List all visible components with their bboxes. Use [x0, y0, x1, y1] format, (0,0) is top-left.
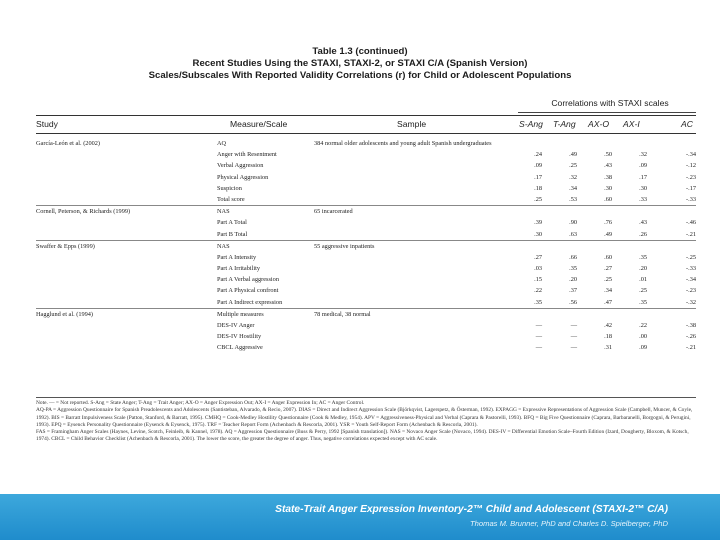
value-cell: .90 — [569, 219, 577, 227]
footer-title: State-Trait Anger Expression Inventory-2™ Child and Adolescent (STAXI-2™ C/A) — [275, 504, 668, 515]
correlations-rule — [518, 112, 696, 113]
value-cell: .27 — [604, 265, 612, 273]
value-cell: .30 — [604, 184, 612, 192]
col-ax-i: AX-I — [623, 119, 640, 129]
value-cell: .32 — [569, 173, 577, 181]
value-cell: -.26 — [686, 333, 696, 341]
col-s-ang: S-Ang — [519, 119, 543, 129]
value-cell: -.12 — [686, 162, 696, 170]
value-cell: — — [535, 344, 542, 352]
value-cell: .49 — [604, 230, 612, 238]
header-rule — [36, 133, 696, 134]
value-cell: .18 — [604, 333, 612, 341]
value-cell: .17 — [639, 173, 647, 181]
value-cell: .22 — [534, 287, 542, 295]
measure-cell: Part A Intensity — [217, 253, 257, 261]
table-row — [36, 183, 696, 194]
value-cell: .31 — [604, 344, 612, 352]
value-cell: -.25 — [686, 253, 696, 261]
value-cell: .43 — [604, 162, 612, 170]
value-cell: .20 — [569, 276, 577, 284]
note-abbrev: Note. — = Not reported. S-Ang = State Anger; T-Ang = Trait Anger; AX-O = Anger Expression Out; AX-I = Anger Expression In; AC = Anger Control. — [36, 400, 365, 406]
value-cell: .03 — [534, 265, 542, 273]
table-row — [36, 172, 696, 183]
footer-authors: Thomas M. Brunner, PhD and Charles D. Spielberger, PhD — [470, 519, 668, 528]
measure-cell: Multiple measures — [217, 310, 264, 318]
sample-cell: 384 normal older adolescents and young adult Spanish undergraduates — [314, 140, 492, 147]
value-cell: — — [570, 344, 577, 352]
value-cell: .30 — [639, 184, 647, 192]
table-row — [36, 229, 696, 240]
value-cell: .25 — [569, 162, 577, 170]
correlations-title: Correlations with STAXI scales — [551, 98, 669, 108]
footer-banner — [0, 494, 720, 540]
value-cell: .42 — [604, 322, 612, 329]
study-cell: Hagglund et al. (1994) — [36, 310, 94, 318]
value-cell: -.34 — [686, 151, 696, 159]
value-cell: .37 — [569, 287, 577, 295]
value-cell: .66 — [569, 253, 577, 261]
measure-cell: Part A Indirect expression — [217, 298, 283, 306]
value-cell: .26 — [639, 230, 647, 238]
value-cell: .30 — [534, 230, 542, 238]
value-cell: .27 — [534, 253, 542, 261]
value-cell: .60 — [604, 195, 612, 203]
value-cell: -.23 — [686, 287, 696, 295]
table-number: Table 1.3 (continued) — [312, 46, 408, 57]
value-cell: .01 — [639, 276, 647, 284]
value-cell: — — [535, 322, 542, 329]
value-cell: .17 — [534, 173, 542, 181]
measure-cell: Suspicion — [217, 184, 242, 192]
value-cell: .76 — [604, 219, 612, 227]
value-cell: .47 — [604, 298, 612, 306]
table-row — [36, 331, 696, 342]
value-cell: .53 — [569, 195, 577, 203]
measure-cell: Part A Verbal aggression — [217, 276, 279, 284]
measure-cell: DES-IV Anger — [217, 322, 255, 329]
value-cell: -.21 — [686, 344, 696, 352]
top-rule — [36, 115, 696, 116]
value-cell: .00 — [639, 333, 647, 341]
table-row — [36, 274, 696, 285]
value-cell: -.32 — [686, 298, 696, 306]
value-cell: .63 — [569, 230, 577, 238]
value-cell: — — [535, 333, 542, 341]
table-title-line2: Scales/Subscales With Reported Validity Correlations (r) for Child or Adolescent Populations — [148, 70, 572, 81]
sample-cell: 65 incarcerated — [314, 208, 353, 216]
value-cell: -.33 — [686, 195, 696, 203]
measure-cell: Verbal Aggression — [217, 162, 264, 170]
measure-cell: Part A Total — [217, 219, 247, 227]
table-row — [36, 308, 696, 320]
notes-rule — [36, 397, 696, 398]
value-cell: — — [570, 333, 577, 341]
value-cell: — — [570, 322, 577, 329]
study-cell: Cornell, Peterson, & Richards (1999) — [36, 208, 131, 216]
table-row — [36, 205, 696, 217]
value-cell: .38 — [604, 173, 612, 181]
value-cell: .25 — [604, 276, 612, 284]
value-cell: .25 — [639, 287, 647, 295]
table-row — [36, 342, 696, 353]
measure-cell: Total score — [217, 195, 245, 203]
value-cell: -.46 — [686, 219, 696, 227]
value-cell: .34 — [569, 184, 577, 192]
value-cell: .39 — [534, 219, 542, 227]
table-header — [0, 46, 720, 82]
table-row — [36, 160, 696, 171]
value-cell: .35 — [639, 298, 647, 306]
table-row — [36, 138, 696, 149]
table-row — [36, 194, 696, 205]
value-cell: .35 — [534, 298, 542, 306]
col-t-ang: T-Ang — [553, 119, 576, 129]
measure-cell: Part A Irritability — [217, 265, 261, 273]
data-table — [36, 138, 696, 354]
col-ax-o: AX-O — [588, 119, 610, 129]
measure-cell: Part A Physical confront — [217, 287, 279, 295]
value-cell: .43 — [639, 219, 647, 227]
measure-cell: DES-IV Hostility — [217, 333, 262, 341]
value-cell: -.33 — [686, 265, 696, 273]
value-cell: -.38 — [686, 322, 696, 329]
table-row — [36, 263, 696, 274]
value-cell: .09 — [639, 344, 647, 352]
value-cell: .22 — [639, 322, 647, 329]
sample-cell: 78 medical, 38 normal — [314, 310, 371, 318]
sample-cell: 55 aggressive inpatients — [314, 242, 375, 250]
table-row — [36, 217, 696, 228]
value-cell: .56 — [569, 298, 577, 306]
measure-cell: Part B Total — [217, 230, 248, 238]
note-measures-1: AQ-PA = Aggression Questionnaire for Spanish Preadolescents and Adolescents (Santisteban, Alvarado, & Recio, 2007). DIAS = Direct and Indirect Aggression Scale (Björkqvist, Lagerspetz, & Österman, 1992). EXPAGG = Expressive Representations of Aggression Scale (Campbell, Muncer, & Coyle, 1992). BIS = Barratt Impulsiveness Scale (Patton, Stanford, & Barratt, 1995). CMHQ = Cook-Medley Hostility Questionnaire (Cook & Medley, 1954). APV = Aggressiveness-Physical and Verbal (Caprara & Pastorelli, 1993). BFQ = Big Five Questionnaire (Caprara, Barbaranelli, Borgogni, & Perugini, 1993). EPQ = Eysenck Personality Questionnaire (Eysenck & Eysenck, 1975). TRF = Teacher Report Form (Achenbach & Rescorla, 2001). YSR = Youth Self-Report Form (Achenbach & Rescorla, 2001). — [36, 407, 693, 428]
value-cell: .09 — [534, 162, 542, 170]
value-cell: .35 — [569, 265, 577, 273]
value-cell: -.23 — [686, 173, 696, 181]
value-cell: -.21 — [686, 230, 696, 238]
study-cell: García-León et al. (2002) — [36, 140, 100, 147]
value-cell: .25 — [534, 195, 542, 203]
table-notes — [36, 400, 696, 444]
measure-cell: CBCL Aggressive — [217, 344, 263, 352]
value-cell: .33 — [639, 195, 647, 203]
value-cell: .15 — [534, 276, 542, 284]
value-cell: .49 — [569, 151, 577, 159]
value-cell: .20 — [639, 265, 647, 273]
value-cell: .50 — [604, 151, 612, 159]
value-cell: .24 — [534, 151, 542, 159]
study-cell: Swaffer & Epps (1999) — [36, 242, 95, 250]
col-ac: AC — [681, 119, 693, 129]
col-sample: Sample — [397, 119, 427, 129]
measure-cell: Physical Aggression — [217, 173, 269, 181]
table-row — [36, 240, 696, 252]
col-study: Study — [36, 119, 58, 129]
table-row — [36, 252, 696, 263]
measure-cell: AQ — [217, 140, 227, 147]
table-title-line1: Recent Studies Using the STAXI, STAXI-2, or STAXI C/A (Spanish Version) — [192, 58, 528, 69]
col-measure: Measure/Scale — [230, 119, 288, 129]
measure-cell: Anger with Resentment — [217, 151, 277, 159]
measure-cell: NAS — [217, 208, 230, 216]
value-cell: .60 — [604, 253, 612, 261]
table-row — [36, 320, 696, 331]
value-cell: -.17 — [686, 184, 696, 192]
value-cell: .09 — [639, 162, 647, 170]
table-row — [36, 149, 696, 160]
value-cell: .35 — [639, 253, 647, 261]
table-row — [36, 297, 696, 308]
value-cell: -.34 — [686, 276, 696, 284]
value-cell: .32 — [639, 151, 647, 159]
value-cell: .18 — [534, 184, 542, 192]
table-row — [36, 285, 696, 296]
measure-cell: NAS — [217, 242, 230, 250]
note-measures-2: FAS = Framingham Anger Scales (Haynes, Levine, Scotch, Feinleib, & Kannel, 1978). AQ = Aggression Questionnaire (Buss & Perry, 1992 [Spanish translation]). NAS = Novaco Anger Scale (Novaco, 1994). DES-IV = Differential Emotion Scale–Fourth Edition (Izard, Dougherty, Bloxom, & Kotsch, 1974). CBCL = Child Behavior Checklist (Achenbach & Rescorla, 2001). The lower the score, the greater the degree of anger. Thus, negative correlations expected except with AC scale. — [36, 429, 689, 443]
value-cell: .34 — [604, 287, 612, 295]
